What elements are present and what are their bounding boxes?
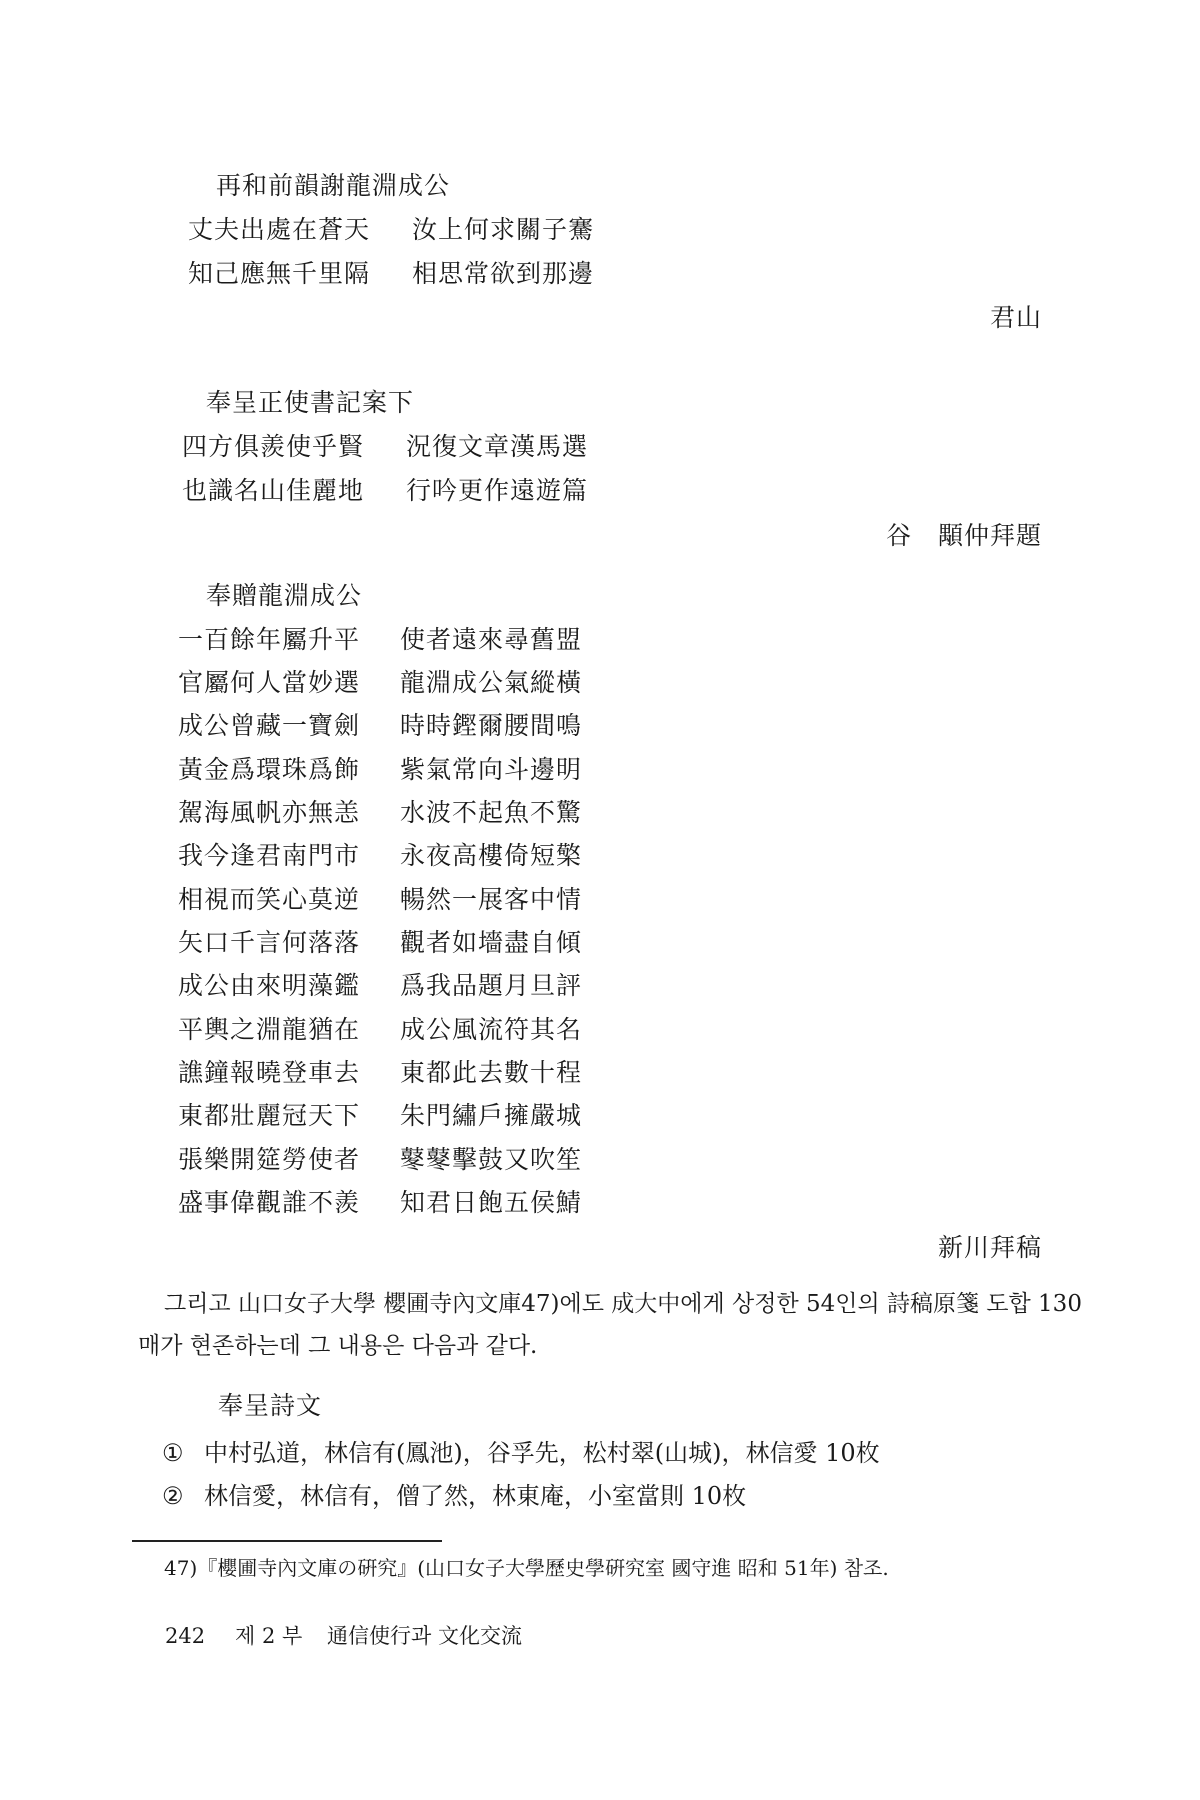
poem-title: 奉贈龍淵成公: [206, 581, 363, 610]
poem-hemistich: 暢然一展客中情: [400, 885, 583, 914]
part-label: 제 2 부: [235, 1624, 303, 1648]
poem-hemistich: 紫氣常向斗邊明: [400, 755, 583, 784]
poem-hemistich: 東都壯麗冠天下: [178, 1101, 361, 1130]
list-item-number: ①: [162, 1439, 184, 1467]
list-item-text: 中村弘道，林信有(鳳池)，谷孚先，松村翠(山城)，林信愛 10枚: [204, 1439, 880, 1467]
poem-hemistich: 相視而笑心莫逆: [178, 885, 361, 914]
poem-hemistich: 四方俱羨使乎賢: [182, 432, 365, 461]
poem-line: [178, 750, 582, 786]
poem-author: 新川拜稿: [937, 1233, 1042, 1262]
poem-title: 再和前韻謝龍淵成公: [216, 171, 451, 200]
poem-title: 奉呈正使書記案下: [206, 388, 415, 417]
poem-hemistich: 鼕鼕擊鼓又吹笙: [400, 1145, 583, 1174]
poem-hemistich: 譙鐘報曉登車去: [178, 1058, 361, 1087]
poem-hemistich: 丈夫出處在蒼天: [188, 215, 371, 244]
poem-hemistich: 駕海風帆亦無恙: [178, 798, 361, 827]
poem-hemistich: 我今逢君南門市: [178, 841, 361, 870]
poem-line: [178, 923, 582, 959]
poem-line: [178, 1140, 582, 1176]
poem-line: [178, 706, 582, 742]
poem-hemistich: 東都此去數十程: [400, 1058, 583, 1087]
poem-hemistich: 知己應無千里隔: [188, 259, 371, 288]
footnote-divider: [132, 1540, 442, 1542]
poem-line: [178, 1010, 582, 1046]
poem-hemistich: 朱門繡戶擁嚴城: [400, 1101, 583, 1130]
poem-line: [178, 966, 582, 1002]
poem-line: [178, 880, 582, 916]
poem-hemistich: 盛事偉觀誰不羨: [178, 1188, 361, 1217]
poem-hemistich: 相思常欲到那邊: [412, 259, 595, 288]
part-title: 通信使行과 文化交流: [327, 1624, 522, 1648]
poem-hemistich: 成公曾藏一寶劍: [178, 711, 361, 740]
poem-line: [188, 254, 594, 290]
poem-line: [178, 663, 582, 699]
poem-hemistich: 使者遠來尋舊盟: [400, 625, 583, 654]
poem-line: [178, 1096, 582, 1132]
page-footer: [165, 1620, 522, 1650]
poem-line: [188, 210, 594, 246]
poem-hemistich: 爲我品題月旦評: [400, 971, 583, 1000]
poem-hemistich: 黃金爲環珠爲飾: [178, 755, 361, 784]
poem-line: [178, 793, 582, 829]
poem-line: [182, 471, 588, 507]
poem-hemistich: 成公由來明藻鑑: [178, 971, 361, 1000]
poem-hemistich: 一百餘年屬升平: [178, 625, 361, 654]
list-item-number: ②: [162, 1482, 184, 1510]
poem-hemistich: 行吟更作遠遊篇: [406, 476, 589, 505]
poem-hemistich: 觀者如墻盡自傾: [400, 928, 583, 957]
poem-hemistich: 官屬何人當妙選: [178, 668, 361, 697]
poem-hemistich: 知君日飽五侯鯖: [400, 1188, 583, 1217]
page-number: 242: [165, 1624, 206, 1648]
footnote: 47)『櫻圃寺內文庫の硏究』(山口女子大學歷史學硏究室 國守進 昭和 51年) 참조.: [164, 1556, 889, 1580]
poem-hemistich: 矢口千言何落落: [178, 928, 361, 957]
poem-line: [178, 1183, 582, 1219]
poem-hemistich: 況復文章漢馬選: [406, 432, 589, 461]
poem-hemistich: 永夜高樓倚短檠: [400, 841, 583, 870]
poem-hemistich: 也識名山佳麗地: [182, 476, 365, 505]
poem-hemistich: 平輿之淵龍猶在: [178, 1015, 361, 1044]
list-item: [162, 1476, 746, 1511]
poem-hemistich: 張樂開筵勞使者: [178, 1145, 361, 1174]
poem-line: [178, 620, 582, 656]
poem-line: [178, 836, 582, 872]
poem-line: [178, 1053, 582, 1089]
poem-author: 谷 顒仲拜題: [885, 521, 1042, 550]
poem-hemistich: 成公風流符其名: [400, 1015, 583, 1044]
list-title: 奉呈詩文: [218, 1391, 323, 1420]
poem-hemistich: 水波不起魚不驚: [400, 798, 583, 827]
poem-line: [182, 427, 588, 463]
list-item: [162, 1433, 880, 1468]
body-paragraph: 그리고 山口女子大學 櫻圃寺內文庫47)에도 成大中에게 상정한 54인의 詩稿原箋 도합 130매가 현존하는데 그 내용은 다음과 같다.: [138, 1291, 1082, 1359]
poem-hemistich: 汝上何求關子騫: [412, 215, 595, 244]
poem-hemistich: 龍淵成公氣縱橫: [400, 668, 583, 697]
poem-author: 君山: [989, 303, 1042, 332]
poem-hemistich: 時時鏗爾腰間鳴: [400, 711, 583, 740]
list-item-text: 林信愛，林信有，僧了然，林東庵，小室當則 10枚: [204, 1482, 747, 1510]
